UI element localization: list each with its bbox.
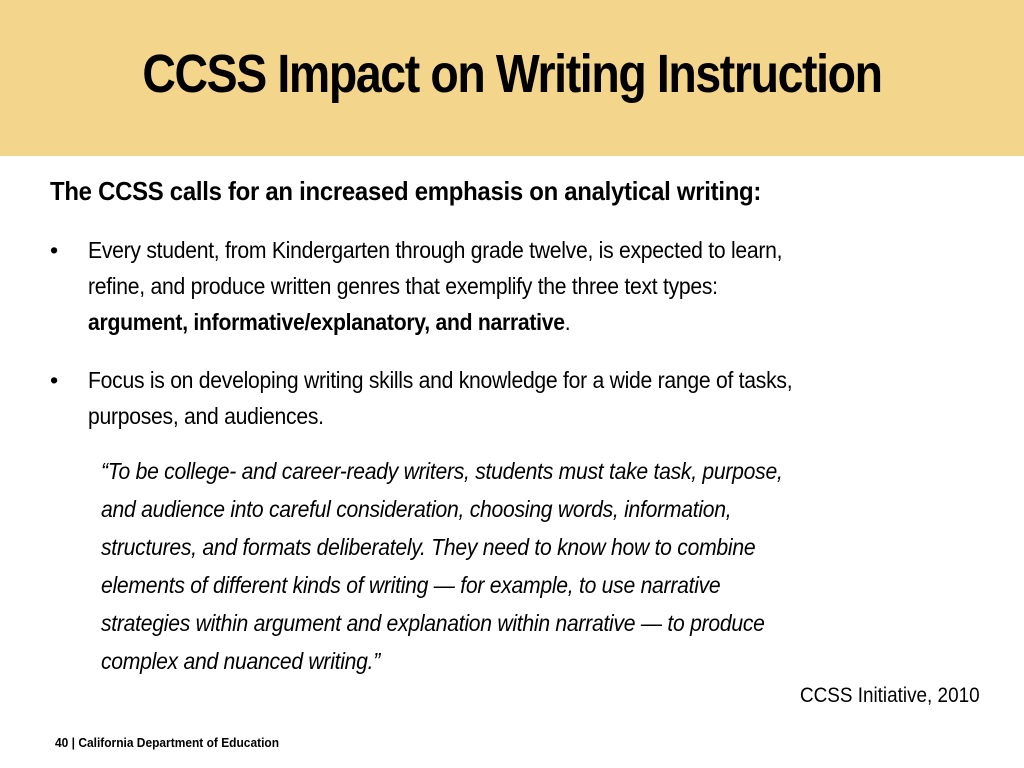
footer-organization: California Department of Education [78, 735, 280, 750]
quote-line: strategies within argument and explanation within narrative — to produce [101, 610, 765, 636]
bullet-marker: • [50, 237, 58, 263]
slide-title: CCSS Impact on Writing Instruction [142, 44, 882, 104]
bullet-marker: • [50, 367, 58, 393]
slide-footer [55, 734, 279, 752]
section-heading: The CCSS calls for an increased emphasis on analytical writing: [50, 176, 762, 206]
footer-separator: | [71, 735, 75, 750]
bullet-line-end: . [564, 309, 571, 335]
bullet-line: purposes, and audiences. [88, 403, 324, 429]
page-number: 40 [55, 735, 69, 750]
quote-citation: CCSS Initiative, 2010 [800, 684, 980, 707]
bullet-line: Focus is on developing writing skills and knowledge for a wide range of tasks, [88, 367, 793, 393]
quote-line: “To be college- and career-ready writers, students must take task, purpose, [101, 458, 783, 484]
quote-line: complex and nuanced writing.” [101, 648, 381, 674]
quote-line: structures, and formats deliberately. They need to know how to combine [101, 534, 756, 560]
bullet-text [88, 232, 943, 340]
quote-line: elements of different kinds of writing — for example, to use narrative [101, 572, 721, 598]
bullet-line: refine, and produce written genres that exemplify the three text types: [88, 273, 718, 299]
bullet-text [88, 362, 943, 434]
text-types-emphasis: argument, informative/explanatory, and narrative [88, 309, 565, 335]
quotation [101, 452, 938, 680]
quote-line: and audience into careful consideration, choosing words, information, [101, 496, 732, 522]
bullet-line: Every student, from Kindergarten through grade twelve, is expected to learn, [88, 237, 783, 263]
